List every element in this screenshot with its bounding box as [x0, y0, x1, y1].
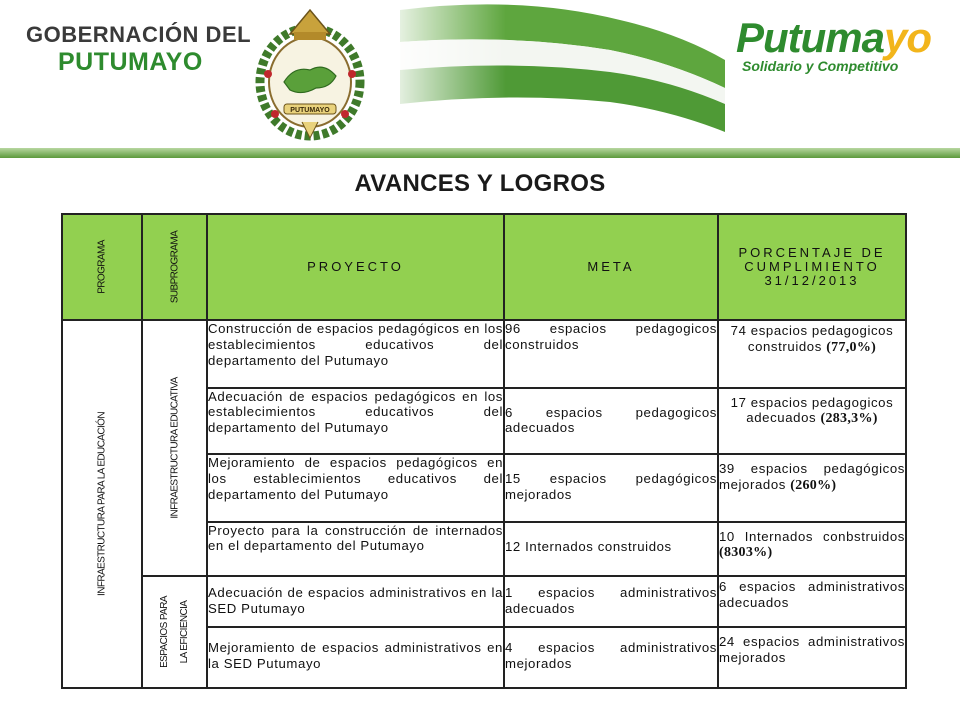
proyecto-cell: Mejoramiento de espacios administrativos en la SED Putumayo [207, 627, 504, 688]
pct-cell [718, 522, 906, 576]
proyecto-cell: Proyecto para la construcción de internados en el departamento del Putumayo [207, 522, 504, 576]
pct-cell [718, 320, 906, 388]
pct-text: 39 espacios pedagógicos mejorados [719, 461, 905, 492]
gov-logo-line1: GOBERNACIÓN DEL [26, 22, 252, 47]
meta-cell: 15 espacios pedagógicos mejorados [504, 454, 718, 522]
brand-tagline: Solidario y Competitivo [742, 58, 899, 74]
page-title: AVANCES Y LOGROS [354, 170, 606, 197]
pct-cell [718, 454, 906, 522]
progress-table [61, 213, 907, 689]
pct-value: (77,0%) [826, 339, 877, 355]
brand-wordmark [736, 14, 931, 62]
subprograma-cell-1 [142, 320, 207, 576]
proyecto-cell: Adecuación de espacios administrativos en la SED Putumayo [207, 576, 504, 627]
subprograma-2-line1: ESPACIOS PARA [158, 596, 170, 668]
header-proyecto [207, 214, 504, 320]
meta-cell: 4 espacios administrativos mejorados [504, 627, 718, 688]
pct-cell [718, 576, 906, 627]
header-meta-label: META [587, 259, 635, 274]
seal-ribbon-text: PUTUMAYO [290, 107, 330, 114]
programa-cell [62, 320, 142, 688]
pct-text: 24 espacios administrativos mejorados [719, 634, 905, 665]
header-subprograma-label: SUBPROGRAMA [169, 230, 180, 304]
table-header-row [62, 214, 906, 320]
table-row [62, 576, 906, 627]
gov-logo-line2: PUTUMAYO [58, 48, 203, 76]
pct-value: (8303%) [719, 545, 773, 561]
proyecto-cell: Mejoramiento de espacios pedagógicos en los establecimientos educativos del departamento del Putumayo [207, 454, 504, 522]
header-banner [0, 0, 960, 158]
header-subprograma [142, 214, 207, 320]
gobernacion-logo [18, 14, 252, 76]
table-row [62, 320, 906, 388]
putumayo-brand-logo [736, 14, 956, 78]
banner-bottom-stripe [0, 148, 960, 158]
brand-wordmark-accent: yo [884, 14, 932, 61]
header-porcentaje-label: PORCENTAJE DE CUMPLIMIENTO 31/12/2013 [738, 245, 886, 288]
pct-value: (260%) [790, 477, 837, 493]
header-proyecto-label: PROYECTO [307, 259, 404, 274]
pct-text: 6 espacios administrativos adecuados [719, 579, 905, 610]
meta-cell: 12 Internados construidos [504, 522, 718, 576]
programa-value: INFRAESTRUCTURA PARA LA EDUCACIÓN [96, 412, 108, 596]
subprograma-2-line2: LA EFICIENCIA [178, 600, 190, 664]
header-porcentaje [718, 214, 906, 320]
header-programa-label: PROGRAMA [96, 240, 108, 294]
header-programa [62, 214, 142, 320]
meta-cell: 96 espacios pedagogicos construidos [504, 320, 718, 388]
subprograma-cell-2 [142, 576, 207, 688]
meta-cell: 1 espacios administrativos adecuados [504, 576, 718, 627]
brand-wordmark-main: Putuma [736, 14, 885, 61]
pct-value: (283,3%) [820, 411, 878, 427]
subprograma-2-label [155, 596, 195, 668]
subprograma-1-label: INFRAESTRUCTURA EDUCATIVA [169, 377, 180, 519]
putumayo-flag [380, 0, 740, 150]
coat-of-arms-seal [250, 4, 370, 146]
pct-text: 17 espacios pedagogicos adecuados [730, 394, 894, 426]
pct-text: 74 espacios pedagogicos construidos [730, 323, 894, 354]
pct-cell [718, 627, 906, 688]
proyecto-cell: Adecuación de espacios pedagógicos en los establecimientos educativos del departamento del Putumayo [207, 388, 504, 455]
meta-cell: 6 espacios pedagogicos adecuados [504, 388, 718, 455]
pct-text: 10 Internados conbstruidos [719, 528, 905, 544]
header-meta [504, 214, 718, 320]
pct-cell [718, 388, 906, 455]
proyecto-cell: Construcción de espacios pedagógicos en los establecimientos educativos del departamento del Putumayo [207, 320, 504, 388]
